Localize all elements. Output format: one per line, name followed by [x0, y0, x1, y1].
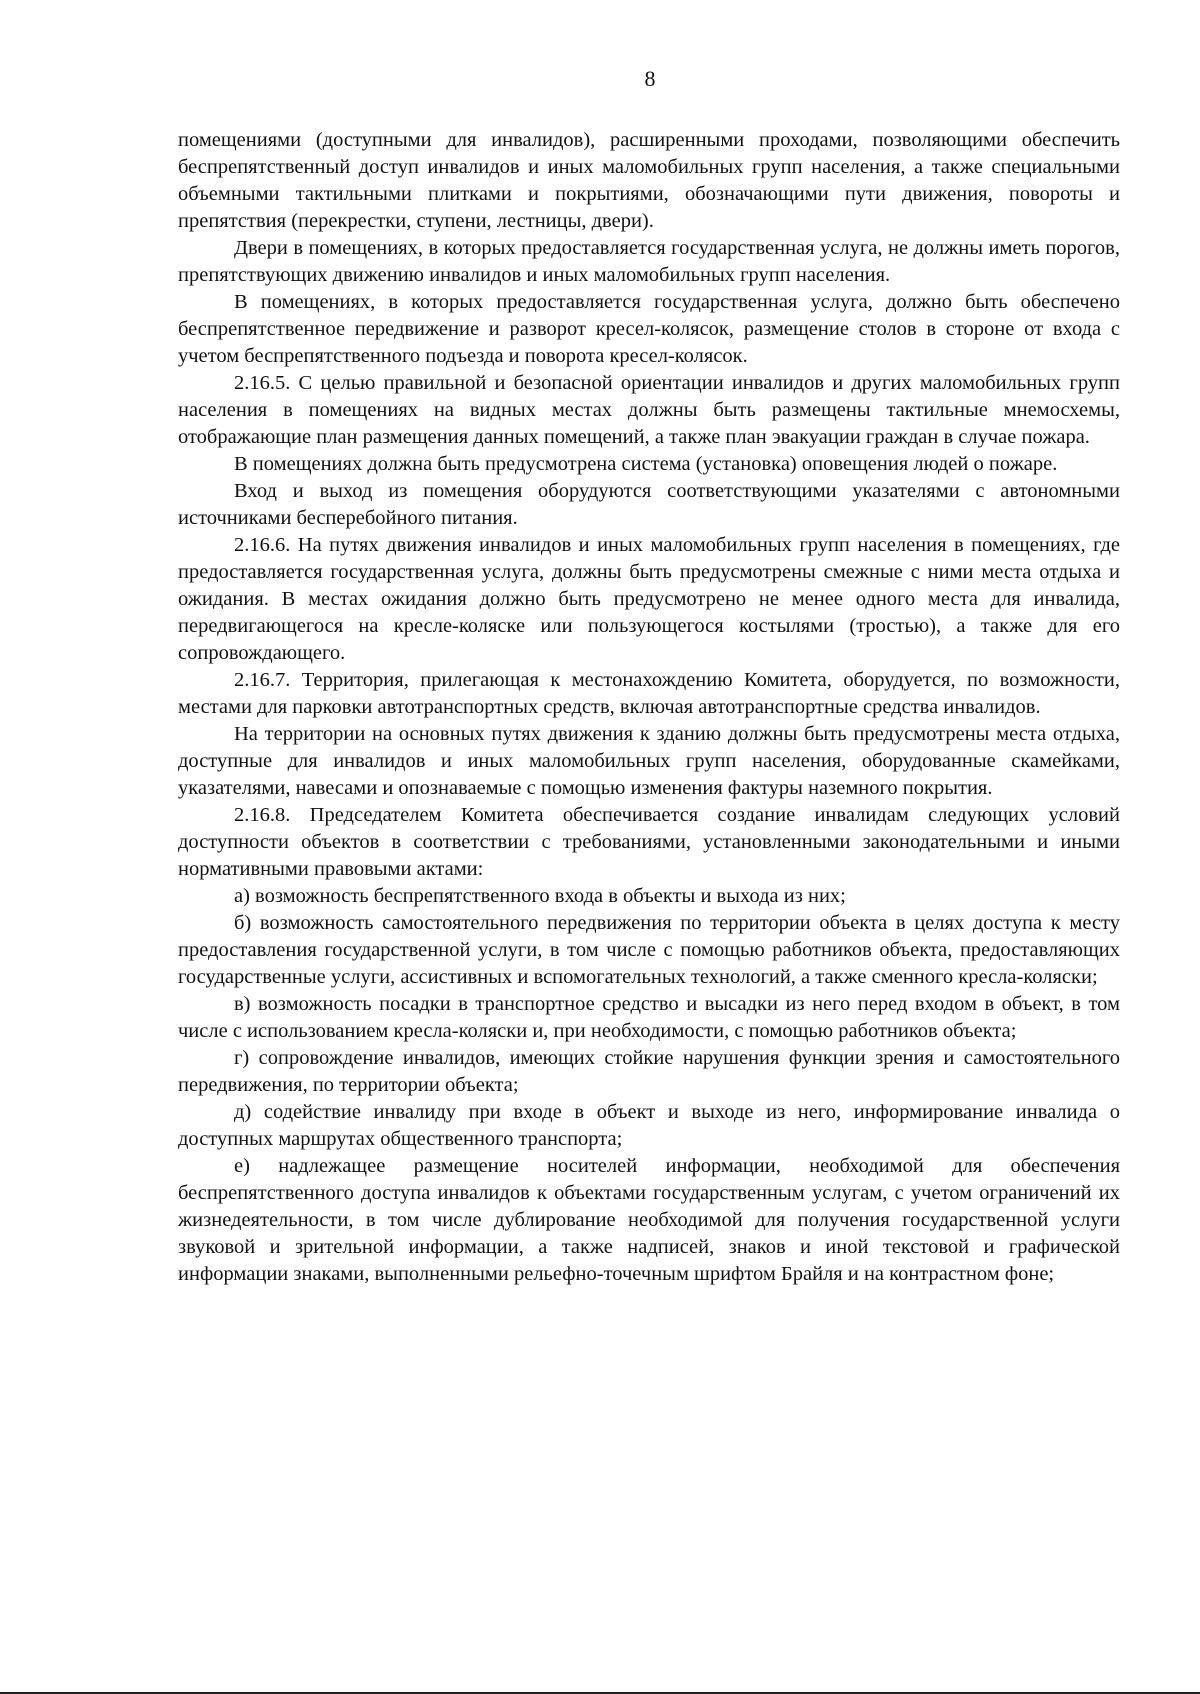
paragraph-2-16-7: 2.16.7. Территория, прилегающая к местонахождению Комитета, оборудуется, по возможности, местами для парковки автотранспортных средств, включая автотранспортные средства инвалидов. — [178, 669, 1120, 718]
paragraph-fire-alarm: В помещениях должна быть предусмотрена система (установка) оповещения людей о пожаре. — [234, 453, 1058, 475]
paragraph-doors: Двери в помещениях, в которых предоставляется государственная услуга, не должны иметь порогов, препятствующих движению инвалидов и иных маломобильных групп населения. — [178, 237, 1120, 286]
paragraph-continuation: помещениями (доступными для инвалидов), расширенными проходами, позволяющими обеспечить беспрепятственный доступ инвалидов и иных маломобильных групп населения, а также специальными объемными тактильными плитками и покрытиями, обозначающими пути движения, повороты и препятствия (перекрестки, ступени, лестницы, двери). — [178, 129, 1120, 232]
list-item-v: в) возможность посадки в транспортное средство и высадки из него перед входом в объект, в том числе с использованием кресла-коляски и, при необходимости, с помощью работников объекта; — [178, 993, 1120, 1042]
list-item-e: е) надлежащее размещение носителей информации, необходимой для обеспечения беспрепятственного доступа инвалидов к объектами государственным услугам, с учетом ограничений их жизнедеятельности, в том числе дублирование необходимой для получения государственной услуги звуковой и зрительной информации, а также надписей, знаков и иной текстовой и графической информации знаками, выполненными рельефно-точечным шрифтом Брайля и на контрастном фоне; — [178, 1155, 1120, 1285]
paragraph-2-16-5: 2.16.5. С целью правильной и безопасной ориентации инвалидов и других маломобильных групп населения в помещениях на видных местах должны быть размещены тактильные мнемосхемы, отображающие план размещения данных помещений, а также план эвакуации граждан в случае пожара. — [178, 372, 1120, 448]
paragraph-wheelchair-movement: В помещениях, в которых предоставляется государственная услуга, должно быть обеспечено беспрепятственное передвижение и разворот кресел-колясок, размещение столов в стороне от входа с учетом беспрепятственного подъезда и поворота кресел-колясок. — [178, 291, 1120, 367]
paragraph-territory: На территории на основных путях движения к зданию должны быть предусмотрены места отдыха, доступные для инвалидов и иных маломобильных групп населения, оборудованные скамейками, указателями, навесами и опознаваемые с помощью изменения фактуры наземного покрытия. — [178, 723, 1120, 799]
paragraph-2-16-6: 2.16.6. На путях движения инвалидов и иных маломобильных групп населения в помещениях, где предоставляется государственная услуга, должны быть предусмотрены смежные с ними места отдыха и ожидания. В местах ожидания должно быть предусмотрено не менее одного места для инвалида, передвигающегося на кресле-коляске или пользующегося костылями (тростью), а также для его сопровождающего. — [178, 534, 1120, 664]
list-item-g: г) сопровождение инвалидов, имеющих стойкие нарушения функции зрения и самостоятельного передвижения, по территории объекта; — [178, 1047, 1120, 1096]
document-body — [178, 127, 1120, 1288]
page-number: 8 — [644, 66, 656, 91]
paragraph-2-16-8: 2.16.8. Председателем Комитета обеспечивается создание инвалидам следующих условий доступности объектов в соответствии с требованиями, установленными законодательными и иными нормативными правовыми актами: — [178, 804, 1120, 880]
list-item-d: д) содействие инвалиду при входе в объект и выходе из него, информирование инвалида о доступных маршрутах общественного транспорта; — [178, 1101, 1120, 1150]
list-item-a: а) возможность беспрепятственного входа в объекты и выхода из них; — [234, 885, 846, 907]
list-item-b: б) возможность самостоятельного передвижения по территории объекта в целях доступа к месту предоставления государственной услуги, в том числе с помощью работников объекта, предоставляющих государственные услуги, ассистивных и вспомогательных технологий, а также сменного кресла-коляски; — [178, 912, 1120, 988]
paragraph-entrance-exit: Вход и выход из помещения оборудуются соответствующими указателями с автономными источниками бесперебойного питания. — [178, 480, 1120, 529]
